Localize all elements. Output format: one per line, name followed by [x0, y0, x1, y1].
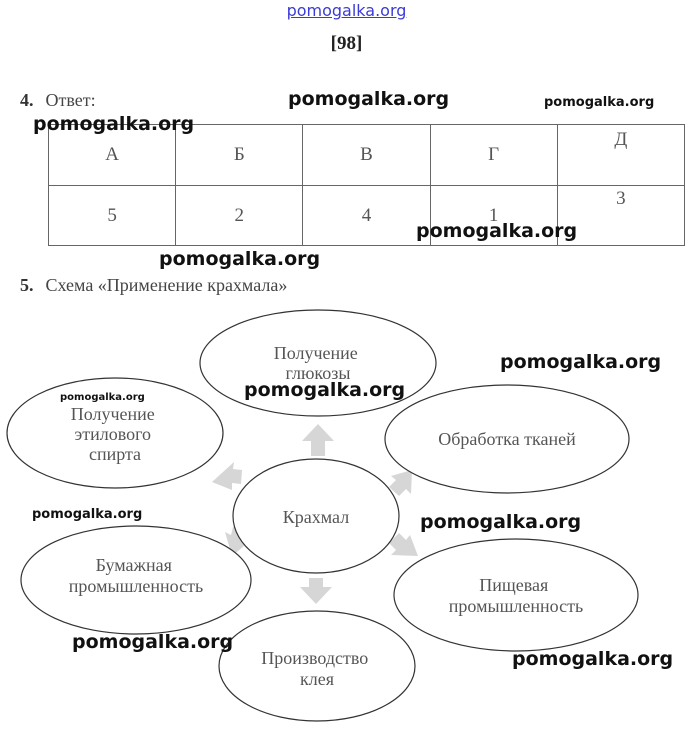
arrow-to-ethanol [212, 462, 242, 490]
node-glucose-line: Получение [273, 343, 358, 363]
node-center-text [283, 507, 349, 527]
site-link[interactable]: pomogalka.org [286, 1, 407, 20]
node-center-line: Крахмал [282, 507, 350, 527]
answer-header-cell: Д [557, 125, 684, 186]
answer-header-cell: А [49, 125, 176, 186]
watermark: pomogalka.org [420, 511, 582, 533]
node-glucose-line: глюкозы [285, 363, 351, 383]
watermark: pomogalka.org [288, 88, 450, 110]
question-4-number: 4. [20, 90, 34, 110]
watermark: pomogalka.org [33, 113, 195, 135]
node-paper-line: Бумажная [95, 555, 172, 575]
watermark: pomogalka.org [244, 379, 406, 401]
page-number: [98] [330, 33, 363, 54]
watermark: pomogalka.org [512, 648, 674, 670]
node-paper-line: промышленность [68, 576, 204, 596]
answer-header-cell: Г [430, 125, 557, 186]
question-4-label: Ответ: [45, 90, 96, 110]
node-glue-line: клея [300, 669, 334, 689]
arrow-to-fabric [389, 470, 412, 496]
answer-header-cell: В [303, 125, 430, 186]
answer-value-cell: 3 [557, 186, 684, 246]
watermark: pomogalka.org [72, 631, 234, 653]
node-glucose-text [274, 343, 363, 383]
node-fabric-text [438, 429, 576, 449]
node-ethanol-line: этилового [74, 424, 152, 444]
question-5-number: 5. [20, 275, 34, 295]
arrow-to-glue [300, 578, 332, 604]
node-glue-line: Производство [261, 648, 369, 668]
node-food [394, 539, 638, 651]
answer-value-cell: 4 [303, 186, 430, 246]
answer-value-cell: 1 [430, 186, 557, 246]
arrow-to-glucose [302, 424, 334, 456]
watermark: pomogalka.org [32, 507, 143, 522]
node-food-line: Пищевая [479, 575, 549, 595]
watermark: pomogalka.org [500, 351, 662, 373]
node-ethanol-line: Получение [70, 404, 155, 424]
answer-value-cell: 5 [49, 186, 176, 246]
watermark: pomogalka.org [159, 248, 321, 270]
watermark: pomogalka.org [544, 95, 655, 110]
watermark: pomogalka.org [60, 392, 145, 403]
node-fabric-line: Обработка тканей [438, 429, 576, 449]
node-food-line: промышленность [448, 596, 584, 616]
answer-value-cell: 2 [176, 186, 303, 246]
answer-header-cell: Б [176, 125, 303, 186]
watermark: pomogalka.org [416, 220, 578, 242]
node-ethanol-line: спирта [88, 444, 142, 464]
question-5-label: Схема «Применение крахмала» [45, 275, 288, 295]
